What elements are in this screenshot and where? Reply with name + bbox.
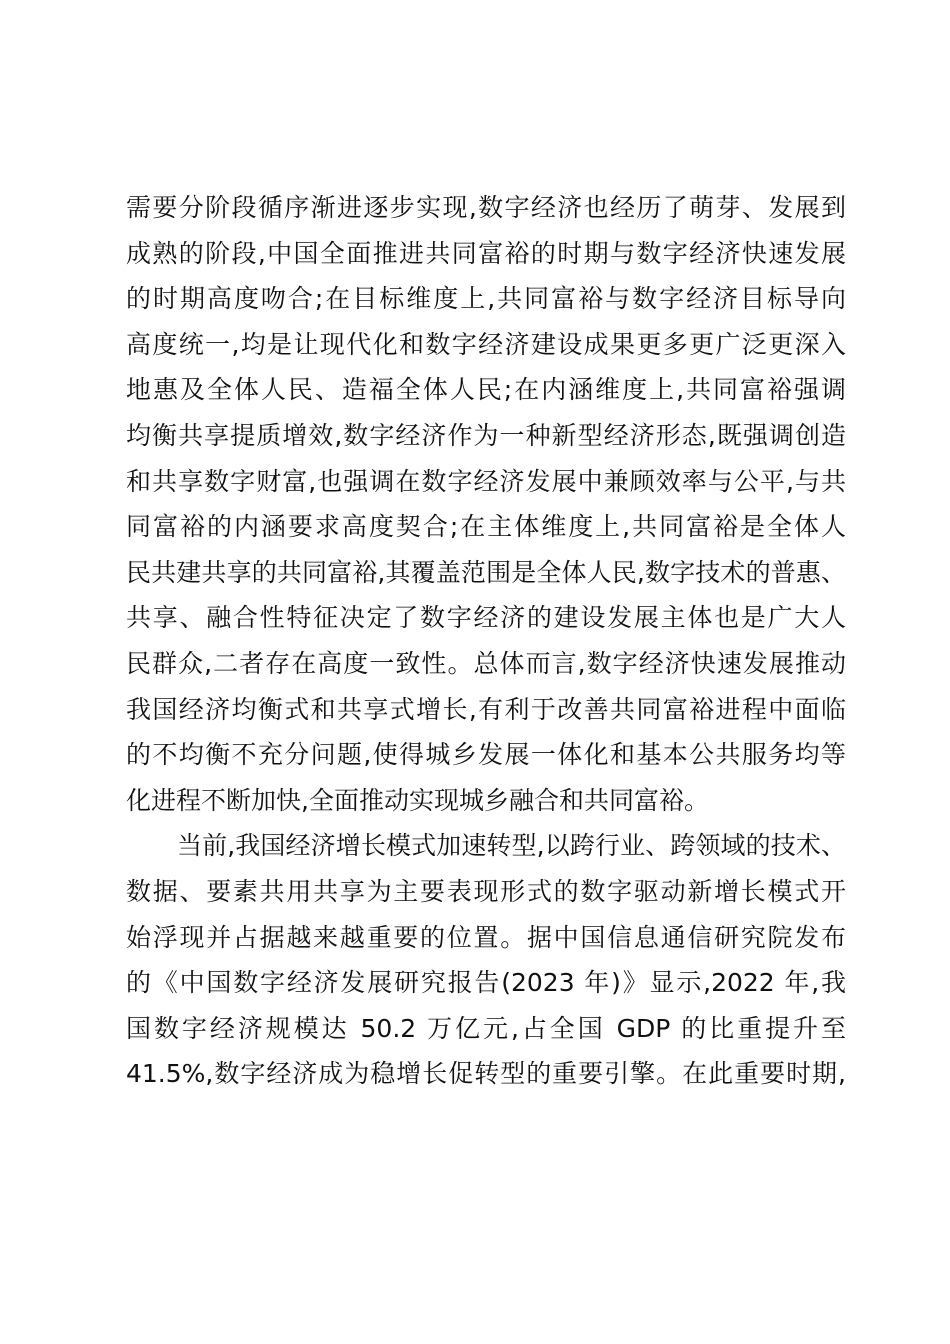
text-line: 和共享数字财富,也强调在数字经济发展中兼顾效率与公平,与共 xyxy=(126,466,846,496)
text-line: 地惠及全体人民、造福全体人民;在内涵维度上,共同富裕强调 xyxy=(126,375,846,405)
text-line: 当前,我国经济增长模式加速转型,以跨行业、跨领域的技术、 xyxy=(177,831,846,861)
text-line: 我国经济均衡式和共享式增长,有利于改善共同富裕进程中面临 xyxy=(126,694,846,724)
text-line: 41.5%,数字经济成为稳增长促转型的重要引擎。在此重要时期, xyxy=(126,1059,846,1089)
paragraph xyxy=(126,823,846,1097)
text-line: 的《中国数字经济发展研究报告(2023 年)》显示,2022 年,我 xyxy=(126,968,846,998)
text-line: 民共建共享的共同富裕,其覆盖范围是全体人民,数字技术的普惠、 xyxy=(126,557,846,587)
text-line: 始浮现并占据越来越重要的位置。据中国信息通信研究院发布 xyxy=(126,922,846,952)
body-text xyxy=(126,185,846,1097)
paragraph xyxy=(126,185,846,823)
text-line: 均衡共享提质增效,数字经济作为一种新型经济形态,既强调创造 xyxy=(126,420,846,450)
text-line: 需要分阶段循序渐进逐步实现,数字经济也经历了萌芽、发展到 xyxy=(126,193,846,222)
text-line: 民群众,二者存在高度一致性。总体而言,数字经济快速发展推动 xyxy=(126,648,846,678)
text-line: 的时期高度吻合;在目标维度上,共同富裕与数字经济目标导向 xyxy=(126,284,846,314)
text-line: 国数字经济规模达 50.2 万亿元,占全国 GDP 的比重提升至 xyxy=(126,1013,846,1043)
text-line: 化进程不断加快,全面推动实现城乡融合和共同富裕。 xyxy=(126,785,709,815)
text-line: 成熟的阶段,中国全面推进共同富裕的时期与数字经济快速发展 xyxy=(126,238,846,268)
text-line: 同富裕的内涵要求高度契合;在主体维度上,共同富裕是全体人 xyxy=(126,512,846,542)
text-line: 数据、要素共用共享为主要表现形式的数字驱动新增长模式开 xyxy=(126,876,846,906)
text-line: 的不均衡不充分问题,使得城乡发展一体化和基本公共服务均等 xyxy=(126,740,846,770)
text-line: 共享、融合性特征决定了数字经济的建设发展主体也是广大人 xyxy=(126,603,846,633)
text-line: 高度统一,均是让现代化和数字经济建设成果更多更广泛更深入 xyxy=(126,329,846,359)
